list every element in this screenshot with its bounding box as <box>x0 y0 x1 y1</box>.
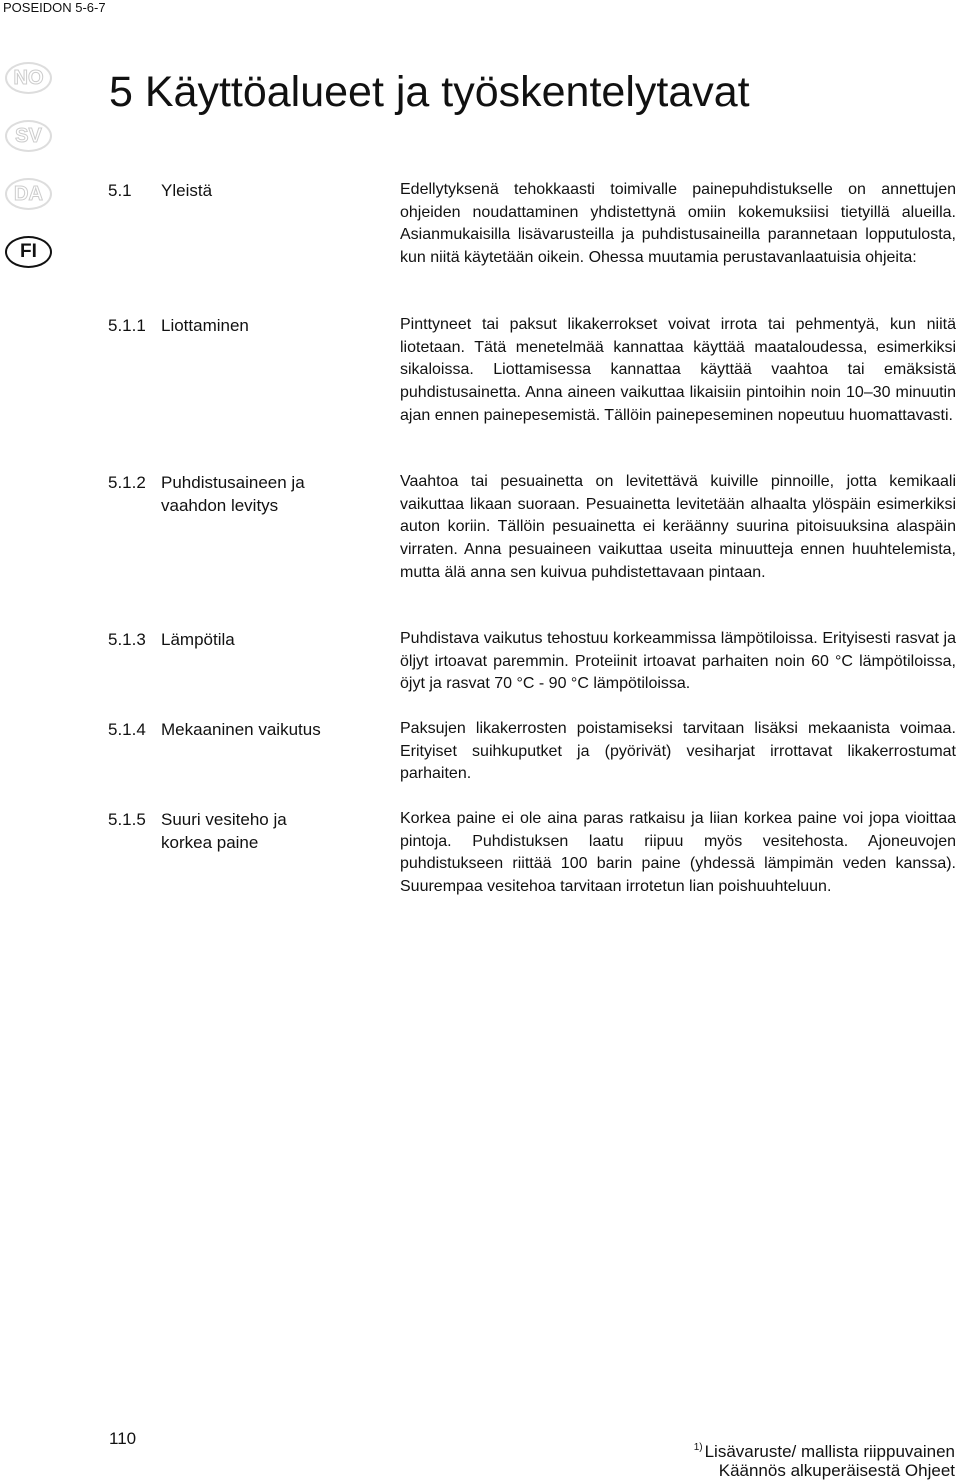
language-badge-sv[interactable]: SV <box>5 120 52 152</box>
language-badge-da[interactable]: DA <box>5 178 52 210</box>
section-number: 5.1.4 <box>108 720 146 739</box>
footnote-marker: 1) <box>693 1442 703 1453</box>
page-number: 110 <box>109 1429 137 1448</box>
footnote-text: Lisävaruste/ mallista riippuvainen <box>704 1442 955 1461</box>
section-heading: Lämpötila <box>161 630 235 649</box>
section-heading: Liottaminen <box>161 316 249 335</box>
section-number: 5.1.5 <box>108 810 146 829</box>
model-label: POSEIDON 5-6-7 <box>3 0 106 15</box>
section-body: Pinttyneet tai paksut likakerrokset voivat irrota tai pehmentyä, kun niitä liotetaan. Tätä menetelmää kannattaa käyttää maataloudessa, esimerkiksi sikaloissa. Liottamisessa kannattaa käyttää vaahtoa tai emäksistä puhdistusainetta. Anna aineen vaikuttaa likaisiin pintoihin noin 10–30 minuutin ajan ennen painepesemistä. Tällöin painepeseminen nopeutuu huomattavasti. <box>400 316 956 424</box>
section-body: Korkea paine ei ole aina paras ratkaisu ja liian korkea paine voi jopa vioittaa pintoja. Puhdistuksen laatu riipuu myös vesitehosta. Ajoneuvojen puhdistukseen riittää 100 barin paine (yhdessä lämpimän veden kanssa). Suurempaa vesitehoa tarvitaan irrotetun lian poishuuhteluun. <box>400 810 956 896</box>
chapter-title: 5 Käyttöalueet ja työskentelytavat <box>109 68 750 116</box>
section-body: Edellytyksenä tehokkaasti toimivalle painepuhdistukselle on annettujen ohjeiden noudattaminen yhdistettynä omiin kokemuksiisi tietyillä alueilla. Asianmukaisilla lisävarusteilla ja puhdistusaineilla parannetaan lopputulosta, kun niitä käytetään oikein. Ohessa muutamia perustavanlaatuisia ohjeita: <box>400 181 956 267</box>
translation-note: Käännös alkuperäisestä Ohjeet <box>718 1461 955 1480</box>
section-number: 5.1.3 <box>108 630 146 649</box>
section-number: 5.1.1 <box>108 316 146 335</box>
section-number: 5.1.2 <box>108 473 146 492</box>
section-heading: Yleistä <box>161 181 213 200</box>
language-badge-no[interactable]: NO <box>5 62 52 94</box>
language-badge-fi[interactable]: FI <box>5 236 52 268</box>
section-body: Vaahtoa tai pesuainetta on levitettävä kuiville pinnoille, jotta kemikaali vaikuttaa likaan suoraan. Pesuainetta levitetään alhaalta ylöspäin esimerkiksi auton koriin. Tällöin pesuainetta ei keräänny suurina pitoisuuksina alaspäin virraten. Anna pesuaineen vaikuttaa useita minuutteja ennen huuhtelemista, mutta älä anna sen kuivua puhdistettavaan pintaan. <box>400 473 956 581</box>
section-body: Paksujen likakerrosten poistamiseksi tarvitaan lisäksi mekaanista voimaa. Erityiset suihkuputket ja (pyörivät) vesiharjat irrottavat likakerrostumat parhaiten. <box>400 720 956 783</box>
section-heading: Puhdistusaineen ja vaahdon levitys <box>161 473 305 515</box>
section-heading: Suuri vesiteho ja korkea paine <box>161 810 287 852</box>
section-body: Puhdistava vaikutus tehostuu korkeammissa lämpötiloissa. Erityisesti rasvat ja öljyt irtoavat paremmin. Proteiinit irtoavat parhaiten noin 60 °C lämpötiloissa, öjyt ja rasvat 70 °C - 90 °C lämpötiloissa. <box>400 630 956 693</box>
section-number: 5.1 <box>108 181 132 200</box>
section-heading: Mekaaninen vaikutus <box>161 720 321 739</box>
